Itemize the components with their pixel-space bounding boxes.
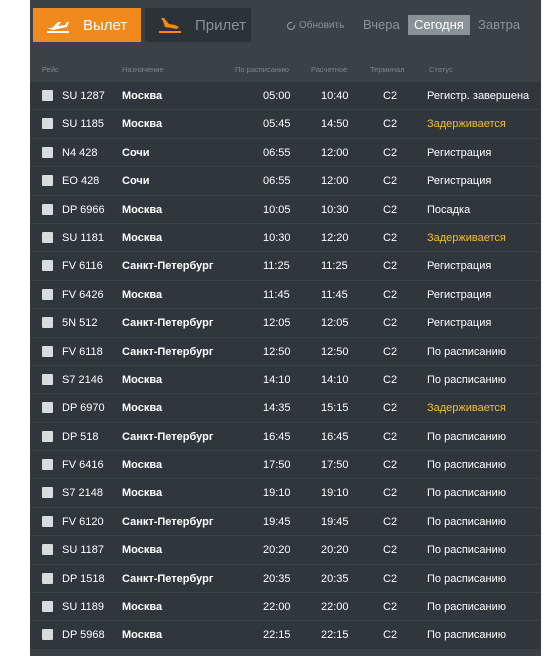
airline-logo-icon — [42, 459, 53, 470]
flight-status: Задерживается — [427, 402, 506, 415]
flight-number: FV 6416 — [62, 459, 104, 472]
flight-estimated-time: 11:25 — [321, 260, 348, 273]
flight-row[interactable] — [30, 593, 541, 620]
flight-estimated-time: 19:45 — [321, 515, 349, 528]
flight-row[interactable] — [30, 338, 541, 365]
plane-landing-icon — [157, 16, 183, 34]
airline-logo-icon — [42, 544, 53, 555]
airline-logo-icon — [42, 601, 53, 612]
airline-logo-icon — [42, 487, 53, 498]
refresh-label: Обновить — [299, 20, 345, 31]
flight-number: SU 1287 — [62, 90, 105, 102]
flight-scheduled-time: 14:35 — [263, 402, 291, 415]
flight-terminal: C2 — [383, 629, 398, 642]
flight-terminal: C2 — [383, 90, 398, 102]
airline-logo-icon — [42, 374, 53, 385]
column-header-status: Статус — [429, 65, 453, 74]
board-toolbar — [30, 0, 541, 54]
flight-row[interactable] — [30, 309, 541, 336]
flight-scheduled-time: 12:50 — [263, 345, 291, 358]
flight-status: По расписанию — [427, 572, 507, 585]
flight-status: Регистрация — [427, 288, 492, 301]
flight-status: Регистр. завершена — [427, 90, 530, 102]
column-header-flight: Рейс — [42, 65, 59, 74]
airline-logo-icon — [42, 90, 53, 101]
flight-destination: Москва — [122, 118, 163, 131]
flight-destination: Санкт-Петербург — [122, 572, 214, 585]
flight-estimated-time: 15:15 — [321, 402, 349, 415]
airline-logo-icon — [42, 118, 53, 129]
flight-estimated-time: 19:10 — [321, 487, 349, 500]
flight-scheduled-time: 11:45 — [263, 288, 290, 301]
flight-status: Регистрация — [427, 317, 492, 330]
flight-destination: Сочи — [122, 175, 150, 188]
flight-estimated-time: 12:00 — [321, 146, 349, 159]
flight-terminal: C2 — [383, 317, 398, 330]
flight-row[interactable] — [30, 139, 541, 166]
flight-status: По расписанию — [427, 430, 507, 443]
flight-scheduled-time: 22:00 — [263, 601, 291, 614]
flight-row[interactable] — [30, 565, 541, 592]
flight-estimated-time: 20:35 — [321, 572, 349, 585]
airline-logo-icon — [42, 629, 53, 640]
flight-estimated-time: 22:15 — [321, 629, 349, 642]
flight-estimated-time: 20:20 — [321, 544, 349, 557]
flight-status: По расписанию — [427, 345, 507, 358]
flight-estimated-time: 11:45 — [321, 288, 348, 301]
flight-destination: Москва — [122, 288, 163, 301]
flight-scheduled-time: 22:15 — [263, 629, 291, 642]
flight-number: DP 5968 — [62, 629, 105, 642]
flight-number: DP 6970 — [62, 402, 105, 415]
flight-destination: Москва — [122, 544, 163, 557]
flight-status: По расписанию — [427, 459, 507, 472]
airline-logo-icon — [42, 260, 53, 271]
flight-list — [30, 82, 541, 650]
flight-status: По расписанию — [427, 601, 507, 614]
day-yesterday[interactable]: Вчера — [363, 17, 400, 32]
flight-row[interactable] — [30, 82, 541, 109]
flight-number: SU 1187 — [62, 544, 104, 557]
flight-status: Регистрация — [427, 175, 492, 188]
flight-destination: Санкт-Петербург — [122, 260, 214, 273]
flight-destination: Москва — [122, 231, 163, 244]
flight-scheduled-time: 05:00 — [263, 90, 291, 102]
day-today[interactable]: Сегодня — [408, 15, 470, 35]
flight-terminal: C2 — [383, 231, 398, 244]
flight-destination: Санкт-Петербург — [122, 515, 214, 528]
flight-number: S7 2148 — [62, 487, 103, 500]
flight-row[interactable] — [30, 394, 541, 421]
flight-estimated-time: 16:45 — [321, 430, 349, 443]
flight-scheduled-time: 10:05 — [263, 203, 291, 216]
flight-destination: Москва — [122, 629, 163, 642]
flight-terminal: C2 — [383, 373, 398, 386]
flight-terminal: C2 — [383, 487, 398, 500]
flight-scheduled-time: 19:45 — [263, 515, 291, 528]
flight-scheduled-time: 16:45 — [263, 430, 291, 443]
flight-number: DP 1518 — [62, 572, 105, 585]
flight-scheduled-time: 11:25 — [263, 260, 290, 273]
table-header — [30, 62, 541, 78]
flight-scheduled-time: 20:20 — [263, 544, 291, 557]
tab-departures-label: Вылет — [83, 16, 128, 34]
flight-estimated-time: 12:00 — [321, 175, 349, 188]
flight-terminal: C2 — [383, 175, 398, 188]
flight-number: DP 518 — [62, 430, 99, 443]
flight-number: FV 6118 — [62, 345, 103, 358]
plane-takeoff-icon — [45, 16, 71, 34]
airline-logo-icon — [42, 573, 53, 584]
flight-estimated-time: 12:50 — [321, 345, 349, 358]
refresh-button[interactable] — [286, 20, 344, 31]
flight-number: EO 428 — [62, 175, 100, 188]
flight-estimated-time: 22:00 — [321, 601, 349, 614]
flight-row[interactable] — [30, 508, 541, 535]
flight-number: 5N 512 — [62, 317, 98, 330]
flight-number: FV 6120 — [62, 515, 104, 528]
column-header-terminal: Терминал — [370, 65, 405, 74]
flight-status: По расписанию — [427, 487, 507, 500]
flight-scheduled-time: 17:50 — [263, 459, 291, 472]
flight-destination: Санкт-Петербург — [122, 430, 214, 443]
flight-number: SU 1181 — [62, 231, 104, 244]
tab-arrivals-label: Прилет — [195, 16, 246, 34]
flight-terminal: C2 — [383, 260, 398, 273]
flight-terminal: C2 — [383, 430, 398, 443]
flight-destination: Москва — [122, 203, 163, 216]
flight-row[interactable] — [30, 167, 541, 194]
airline-logo-icon — [42, 431, 53, 442]
airline-logo-icon — [42, 232, 53, 243]
flight-estimated-time: 17:50 — [321, 459, 349, 472]
airline-logo-icon — [42, 289, 53, 300]
flight-terminal: C2 — [383, 544, 398, 557]
airline-logo-icon — [42, 346, 53, 357]
refresh-icon — [286, 21, 296, 31]
flight-status: По расписанию — [427, 544, 507, 557]
flight-destination: Москва — [122, 459, 163, 472]
flight-status: Регистрация — [427, 260, 492, 273]
airline-logo-icon — [42, 175, 53, 186]
day-tomorrow[interactable]: Завтра — [478, 17, 521, 32]
flight-number: DP 6966 — [62, 203, 105, 216]
flight-scheduled-time: 06:55 — [263, 175, 291, 188]
flight-destination: Санкт-Петербург — [122, 317, 214, 330]
flight-number: FV 6426 — [62, 288, 104, 301]
airline-logo-icon — [42, 317, 53, 328]
flight-terminal: C2 — [383, 288, 398, 301]
flight-scheduled-time: 19:10 — [263, 487, 291, 500]
flight-number: N4 428 — [62, 146, 98, 159]
tab-departures[interactable] — [33, 8, 141, 42]
flight-status: По расписанию — [427, 629, 507, 642]
flight-number: SU 1189 — [62, 601, 104, 614]
flight-scheduled-time: 20:35 — [263, 572, 291, 585]
flight-number: FV 6116 — [62, 260, 103, 273]
flight-row[interactable] — [30, 252, 541, 279]
flight-scheduled-time: 12:05 — [263, 317, 291, 330]
flight-destination: Москва — [122, 601, 163, 614]
flight-row[interactable] — [30, 281, 541, 308]
flight-status: Регистрация — [427, 146, 492, 159]
flight-scheduled-time: 06:55 — [263, 146, 291, 159]
flight-estimated-time: 12:20 — [321, 231, 349, 244]
flight-terminal: C2 — [383, 345, 398, 358]
flight-row[interactable] — [30, 196, 541, 223]
flight-estimated-time: 10:30 — [321, 203, 349, 216]
flight-terminal: C2 — [383, 515, 398, 528]
flight-status: Задерживается — [427, 231, 506, 244]
flight-terminal: C2 — [383, 402, 398, 415]
flight-row[interactable] — [30, 423, 541, 450]
flight-scheduled-time: 10:30 — [263, 231, 291, 244]
airline-logo-icon — [42, 204, 53, 215]
flight-status: По расписанию — [427, 373, 507, 386]
column-header-estimated: Расчетное — [311, 65, 348, 74]
flight-row[interactable] — [30, 110, 541, 137]
flight-destination: Санкт-Петербург — [122, 345, 214, 358]
flight-destination: Сочи — [122, 146, 150, 159]
flight-status: Посадка — [427, 203, 471, 216]
airline-logo-icon — [42, 147, 53, 158]
airline-logo-icon — [42, 516, 53, 527]
airline-logo-icon — [42, 402, 53, 413]
flight-estimated-time: 14:10 — [321, 373, 349, 386]
flight-row[interactable] — [30, 451, 541, 478]
flight-board — [30, 0, 541, 656]
flight-terminal: C2 — [383, 118, 398, 131]
flight-number: S7 2146 — [62, 373, 103, 386]
flight-estimated-time: 10:40 — [321, 90, 349, 102]
flight-row[interactable] — [30, 536, 541, 563]
flight-estimated-time: 14:50 — [321, 118, 349, 131]
flight-terminal: C2 — [383, 146, 398, 159]
tab-arrivals[interactable] — [145, 8, 251, 42]
flight-terminal: C2 — [383, 459, 398, 472]
flight-scheduled-time: 05:45 — [263, 118, 291, 131]
flight-destination: Москва — [122, 373, 163, 386]
flight-status: Задерживается — [427, 118, 506, 131]
flight-terminal: C2 — [383, 572, 398, 585]
flight-row[interactable] — [30, 621, 541, 648]
flight-number: SU 1185 — [62, 118, 104, 131]
flight-destination: Москва — [122, 487, 163, 500]
column-header-scheduled: По расписанию — [235, 65, 289, 74]
flight-destination: Москва — [122, 90, 163, 102]
flight-estimated-time: 12:05 — [321, 317, 349, 330]
flight-terminal: C2 — [383, 601, 398, 614]
flight-destination: Москва — [122, 402, 163, 415]
column-header-destination: Назначение — [122, 65, 164, 74]
flight-row[interactable] — [30, 224, 541, 251]
flight-row[interactable] — [30, 366, 541, 393]
flight-row[interactable] — [30, 479, 541, 506]
flight-terminal: C2 — [383, 203, 398, 216]
flight-status: По расписанию — [427, 515, 507, 528]
flight-scheduled-time: 14:10 — [263, 373, 291, 386]
